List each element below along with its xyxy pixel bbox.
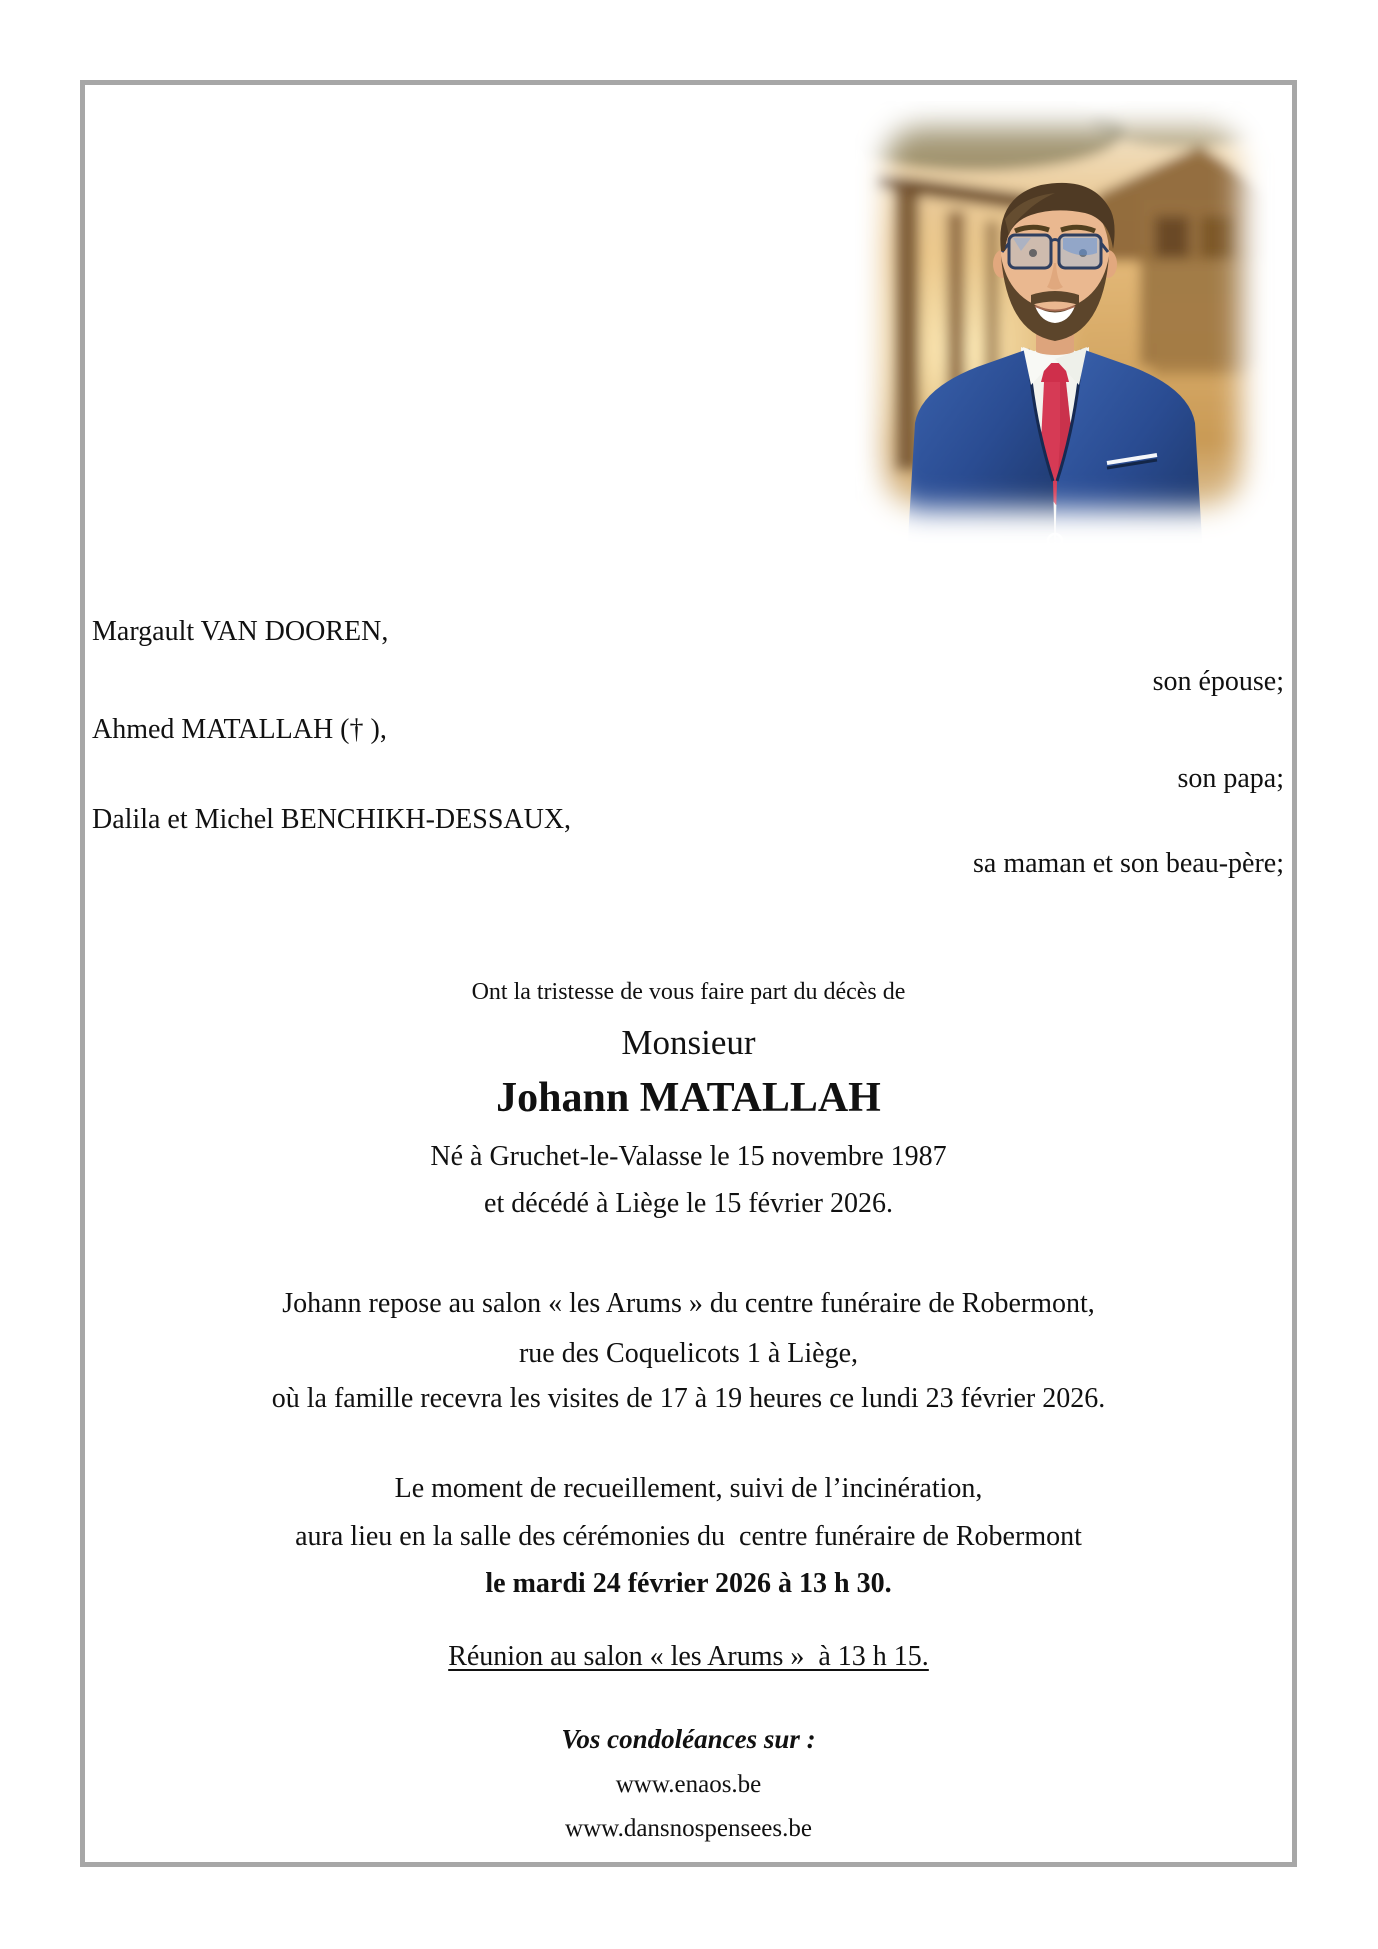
ceremony-line-2: aura lieu en la salle des cérémonies du centre funéraire de Robermont: [295, 1521, 1082, 1552]
mother-relation-line: sa maman et son beau-père;: [973, 848, 1284, 879]
spouse-relation-line: son épouse;: [1152, 666, 1284, 697]
announcement-intro: Ont la tristesse de vous faire part du décès de: [471, 979, 906, 1005]
visitation-line-3: où la famille recevra les visites de 17 à 19 heures ce lundi 23 février 2026.: [271, 1383, 1106, 1414]
death-line: et décédé à Liège le 15 février 2026.: [484, 1188, 893, 1219]
condolences-website-2: www.dansnospensees.be: [565, 1815, 812, 1842]
portrait-photo: [855, 101, 1275, 556]
visitation-line-1: Johann repose au salon « les Arums » du centre funéraire de Robermont,: [282, 1288, 1095, 1319]
father-relation-line: son papa;: [1177, 763, 1284, 794]
deceased-name: Johann MATALLAH: [496, 1075, 881, 1121]
reunion-line: Réunion au salon « les Arums » à 13 h 15.: [448, 1641, 929, 1672]
page-border-frame: [80, 80, 1297, 1867]
ceremony-date: le mardi 24 février 2026 à 13 h 30.: [485, 1568, 892, 1599]
civility-title: Monsieur: [621, 1023, 756, 1062]
ceremony-line-1: Le moment de recueillement, suivi de l’incinération,: [394, 1473, 983, 1504]
condolences-label: Vos condoléances sur :: [561, 1724, 816, 1754]
birth-line: Né à Gruchet-le-Valasse le 15 novembre 1987: [430, 1141, 947, 1172]
visitation-line-2: rue des Coquelicots 1 à Liège,: [518, 1338, 858, 1369]
spouse-name-line: Margault VAN DOOREN,: [92, 616, 389, 647]
condolences-website-1: www.enaos.be: [615, 1771, 762, 1798]
mother-name-line: Dalila et Michel BENCHIKH-DESSAUX,: [92, 804, 572, 835]
father-name-line: Ahmed MATALLAH († ),: [92, 714, 387, 745]
